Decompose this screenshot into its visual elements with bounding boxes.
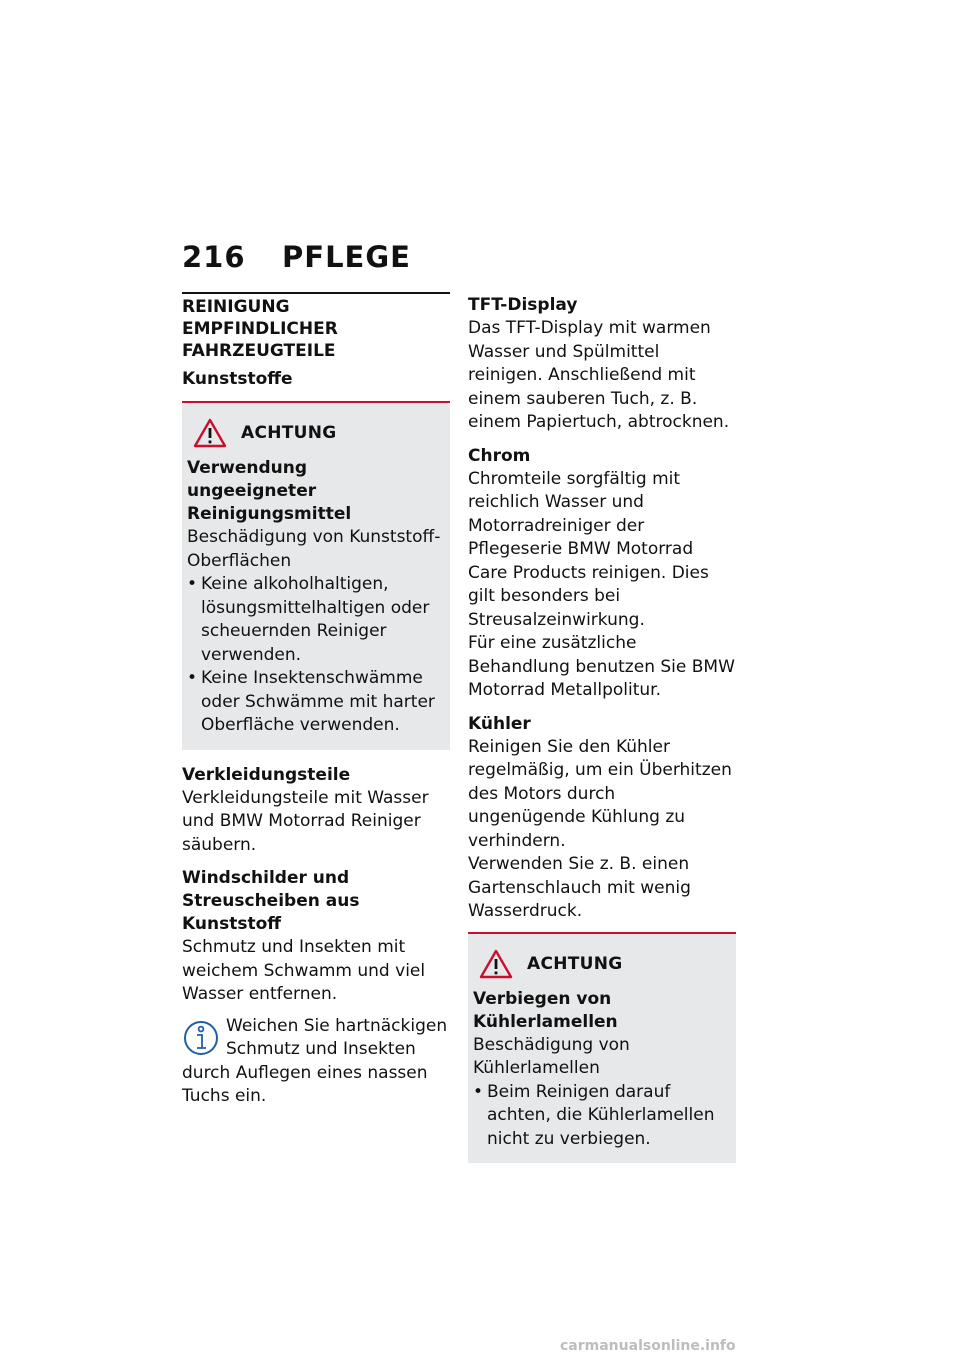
chapter-title: PFLEGE <box>282 240 411 274</box>
warning-consequence: Beschädigung von Kühlerlamellen <box>473 1034 630 1078</box>
list-item: • Keine Insektenschwämme oder Schwämme mit harter Oberfläche verwenden. <box>187 667 442 738</box>
info-note <box>182 1015 450 1109</box>
warning-header <box>473 948 728 980</box>
verkleidung-title: Verkleidungsteile <box>182 764 351 785</box>
warning-box-radiator <box>468 932 736 1164</box>
watermark: carmanualsonline.info <box>560 1338 736 1354</box>
warning-triangle-icon <box>479 949 513 979</box>
page-header <box>182 240 411 274</box>
warning-bullet-list <box>473 1081 728 1152</box>
warning-title: Verwendung ungeeigneter Reinigungsmittel <box>187 458 352 524</box>
info-icon <box>182 1017 220 1057</box>
tft-title: TFT-Display <box>468 295 578 315</box>
list-item: • Keine alkoholhaltigen, lösungsmittelhaltigen oder scheuernden Reiniger verwenden. <box>187 573 442 667</box>
windschild-text: Schmutz und Insekten mit weichem Schwamm und viel Wasser entfernen. <box>182 937 426 1004</box>
windschild-title: Windschilder und Streuscheiben aus Kunststoff <box>182 868 360 934</box>
page-number: 216 <box>182 240 246 274</box>
kuehler-text: Reinigen Sie den Kühler regelmäßig, um ein Überhitzen des Motors durch ungenügende Kühlung zu verhindern. <box>468 736 732 851</box>
right-column <box>468 294 736 1163</box>
tft-text: Das TFT-Display mit warmen Wasser und Spülmittel reinigen. Anschließend mit einem sauberen Tuch, z. B. einem Papiertuch, abtrocknen. <box>468 318 730 432</box>
warning-bullet-list <box>187 573 442 738</box>
chrom-text: Chromteile sorgfältig mit reichlich Wasser und Motorradreiniger der Pflegeserie BMW Motorrad Care Products reinigen. Dies gilt besonders bei Streusalzeinwirkung. <box>468 468 709 630</box>
kuehler-title: Kühler <box>468 713 531 734</box>
chrom-title: Chrom <box>468 445 531 466</box>
kuehler-text-2: Verwenden Sie z. B. einen Gartenschlauch mit wenig Wasserdruck. <box>468 854 691 921</box>
chrom-text-2: Für eine zusätzliche Behandlung benutzen Sie BMW Motorrad Metallpolitur. <box>468 633 735 700</box>
warning-title: Verbiegen von Kühlerlamellen <box>473 988 618 1032</box>
section-title: REINIGUNG EMPFINDLICHER FAHRZEUGTEILE <box>182 297 338 361</box>
warning-label: ACHTUNG <box>527 953 623 974</box>
warning-label: ACHTUNG <box>241 423 337 443</box>
warning-consequence: Beschädigung von Kunststoff-Oberflächen <box>187 527 441 571</box>
warning-triangle-icon <box>193 418 227 448</box>
left-column <box>182 294 450 1109</box>
kunststoffe-title: Kunststoffe <box>182 369 293 389</box>
verkleidung-text: Verkleidungsteile mit Wasser und BMW Motorrad Reiniger säubern. <box>182 787 429 855</box>
list-item: • Beim Reinigen darauf achten, die Kühlerlamellen nicht zu verbiegen. <box>473 1081 728 1152</box>
warning-header <box>187 417 442 449</box>
warning-box-plastics <box>182 401 450 750</box>
info-text: Weichen Sie hartnäckigen Schmutz und Insekten durch Auflegen eines nassen Tuchs ein. <box>182 1015 448 1106</box>
